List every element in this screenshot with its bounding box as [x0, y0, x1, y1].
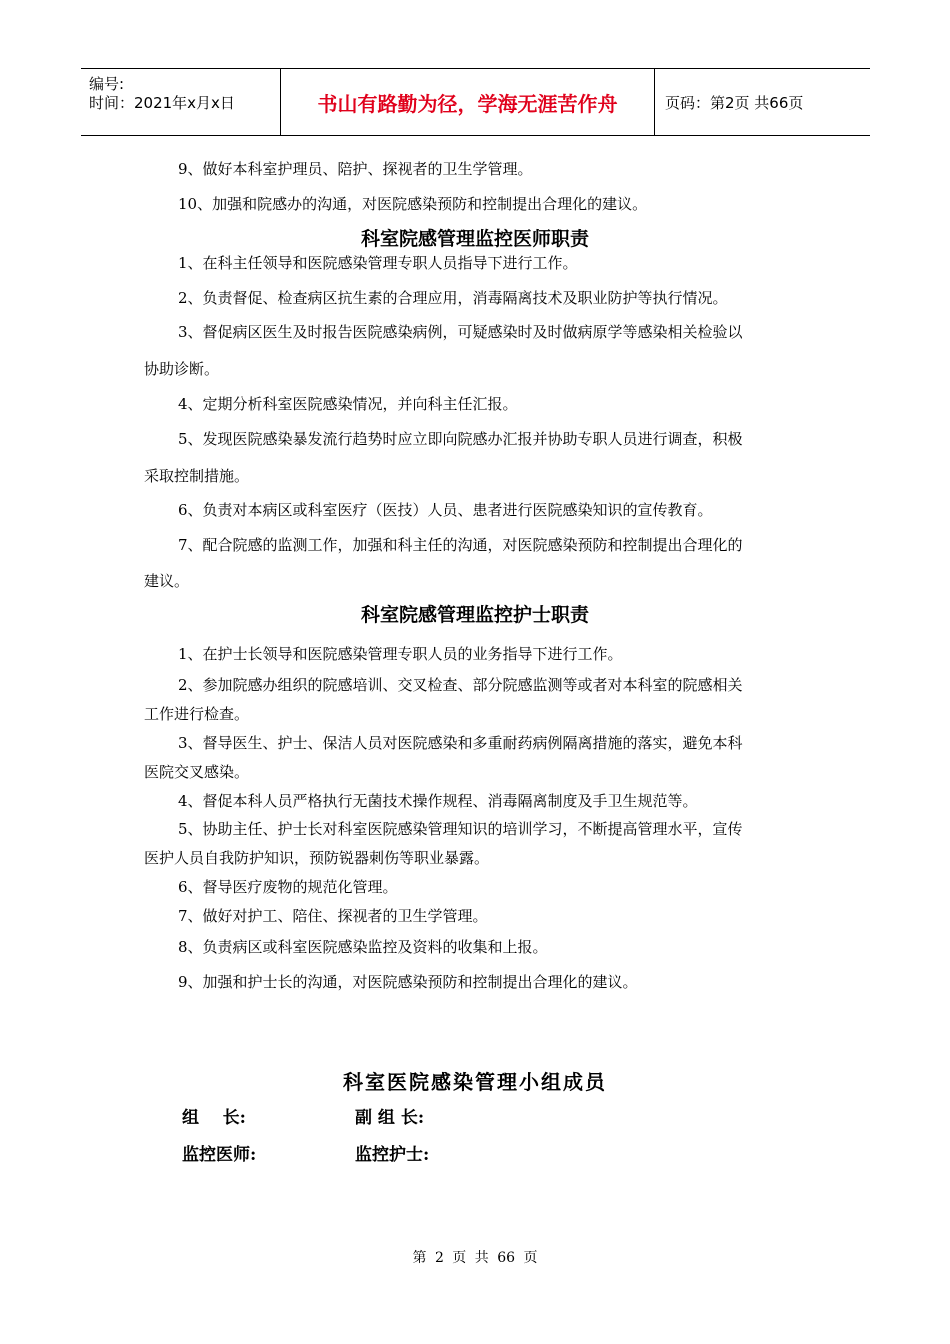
- nurse-duty-line: 2、参加院感办组织的院感培训、交叉检查、部分院感监测等或者对本科室的院感相关: [178, 676, 743, 694]
- doctor-duty-line: 建议。: [144, 572, 190, 590]
- page-footer: 第 2 页 共 66 页: [412, 1250, 538, 1266]
- document-number-label: 编号:: [89, 75, 125, 93]
- header-page-cell: [655, 69, 870, 135]
- doctor-duty-line: 4、定期分析科室医院感染情况，并向科主任汇报。: [178, 395, 518, 413]
- vice-leader-label: 副 组 长:: [355, 1108, 425, 1128]
- nurse-section-title: 科室院感管理监控护士职责: [360, 604, 589, 626]
- nurse-duty-line: 8、负责病区或科室医院感染监控及资料的收集和上报。: [178, 938, 548, 956]
- nurse-duty-line: 3、督导医生、护士、保洁人员对医院感染和多重耐药病例隔离措施的落实，避免本科: [178, 734, 743, 752]
- doctor-duty-line: 7、配合院感的监测工作，加强和科主任的沟通，对医院感染预防和控制提出合理化的: [178, 536, 743, 554]
- members-title: 科室医院感染管理小组成员: [343, 1070, 607, 1094]
- nurse-duty-line: 医护人员自我防护知识，预防锐器刺伤等职业暴露。: [144, 849, 490, 867]
- doctor-duty-line: 1、在科主任领导和医院感染管理专职人员指导下进行工作。: [178, 254, 578, 272]
- intro-item: 9、做好本科室护理员、陪护、探视者的卫生学管理。: [178, 160, 533, 178]
- nurse-duty-line: 6、督导医疗废物的规范化管理。: [178, 878, 398, 896]
- monitoring-nurse-label: 监控护士:: [355, 1145, 430, 1165]
- header-motto-cell: [281, 69, 655, 135]
- nurse-duty-line: 9、加强和护士长的沟通，对医院感染预防和控制提出合理化的建议。: [178, 973, 638, 991]
- doctor-duty-line: 5、发现医院感染暴发流行趋势时应立即向院感办汇报并协助专职人员进行调查，积极: [178, 430, 743, 448]
- nurse-duty-line: 工作进行检查。: [144, 705, 250, 723]
- doctor-duty-line: 采取控制措施。: [144, 467, 250, 485]
- nurse-duty-line: 1、在护士长领导和医院感染管理专职人员的业务指导下进行工作。: [178, 645, 623, 663]
- intro-item: 10、加强和院感办的沟通，对医院感染预防和控制提出合理化的建议。: [178, 195, 648, 213]
- document-header: [81, 68, 870, 136]
- nurse-duty-line: 医院交叉感染。: [144, 763, 250, 781]
- header-motto: 书山有路勤为径，学海无涯苦作舟: [317, 91, 618, 116]
- doctor-duty-line: 2、负责督促、检查病区抗生素的合理应用，消毒隔离技术及职业防护等执行情况。: [178, 289, 728, 307]
- doctor-duty-line: 协助诊断。: [144, 360, 220, 378]
- document-time-label: 时间：2021年x月x日: [89, 94, 235, 112]
- header-page-info: 页码：第2页 共66页: [665, 93, 804, 112]
- nurse-duty-line: 4、督促本科人员严格执行无菌技术操作规程、消毒隔离制度及手卫生规范等。: [178, 792, 698, 810]
- header-meta-cell: [81, 69, 281, 135]
- doctor-duty-line: 3、督促病区医生及时报告医院感染病例，可疑感染时及时做病原学等感染相关检验以: [178, 323, 743, 341]
- leader-label: 组 长:: [182, 1108, 246, 1128]
- nurse-duty-line: 5、协助主任、护士长对科室医院感染管理知识的培训学习，不断提高管理水平，宣传: [178, 820, 743, 838]
- monitoring-doctor-label: 监控医师:: [182, 1145, 257, 1165]
- doctor-duty-line: 6、负责对本病区或科室医疗（医技）人员、患者进行医院感染知识的宣传教育。: [178, 501, 713, 519]
- nurse-duty-line: 7、做好对护工、陪住、探视者的卫生学管理。: [178, 907, 488, 925]
- doctor-section-title: 科室院感管理监控医师职责: [360, 228, 589, 250]
